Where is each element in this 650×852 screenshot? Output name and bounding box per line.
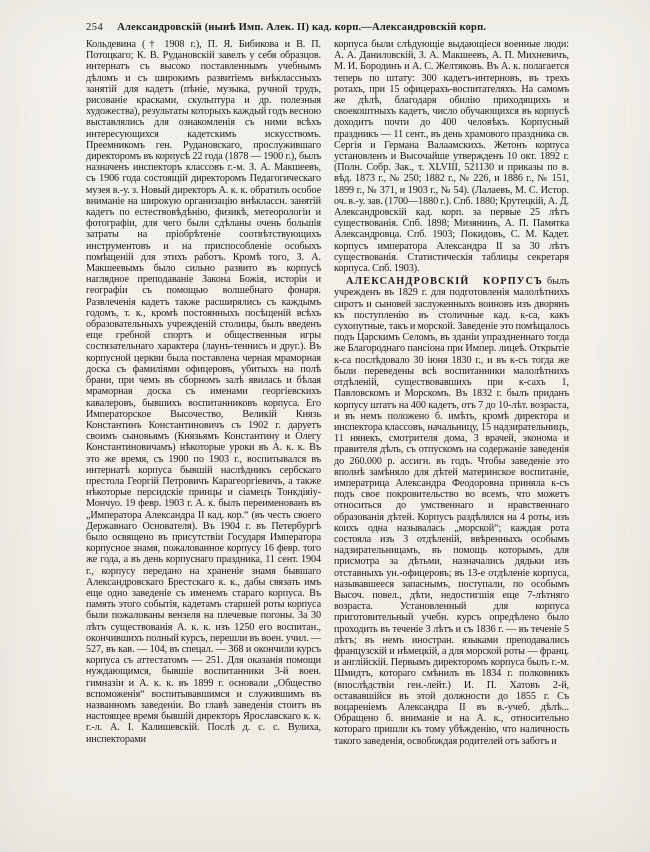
article-title: АЛЕКСАНДРОВСКІЙ КОРПУСЪ bbox=[346, 276, 544, 288]
left-column-text: Кольдевина († 1908 г.), П. Я. Бибикова и В. П. Потоцкаго; К. В. Рудановскій завелъ у себя образцов. интернатъ съ высоко поставленнымъ учебнымъ дѣломъ и съ широкимъ развитіемъ внѣклассныхъ занятій для кадетъ (пѣніе, музыка, ручной трудъ, рисованіе красками, скульптура и др. полезныя художества), результаты которыхъ каждый годъ весною выставлялись для ознакомленія съ ними всѣхъ интересующихся кадетскимъ искусствомъ. Преемникомъ ген. Рудановскаго, прослужившаго директоромъ въ корпусѣ 22 года (1878 — 1900 г.), былъ назначенъ инспекторъ классовъ г.-м. З. А. Макшеевъ, съ 1906 года состоящій директоромъ Педагогическаго музея в.-у. з. Новый директоръ А. к. к. обратилъ особое вниманіе на широкую организацію внѣклассн. занятій кадетъ по естествовѣдѣнію, физикѣ, метеорологіи и фотографіи, для чего были сдѣланы очень большія затраты на пріобрѣтеніе соотвѣтствующихъ инструментовъ и на приспособленіе особыхъ помѣщеній для этихъ работъ. Кромѣ того, З. А. Макшеевымъ было сильно развито въ корпусѣ наглядное преподаваніе Закона Божія, исторіи и географіи съ помощью волшебнаго фонаря. Развлеченія кадетъ также расширялись съ каждымъ годомъ, т. к., кромѣ постоянныхъ посѣщеній всѣхъ образовательныхъ учрежденій столицы, былъ введенъ еще гребной спортъ и общественныя игры состязательнаго характера (лаунъ-теннисъ и друг.). Въ корпусной церкви была поставлена черная мраморная доска съ фамиліями офицеровъ, убитыхъ на полѣ брани, при чемъ въ сборномъ залѣ явилась и бѣлая мраморная доска съ именами георгіевскихъ кавалеровъ, бывшихъ воспитанниковъ корпуса. Его Императорское Высочество, Великій Князь Константинъ Константиновичъ съ 1902 г. даруетъ своимъ сыновьямъ (Князьямъ Константину и Олегу Константиновичамъ) нѣкоторые уроки въ А. к. к. Въ это же время, съ 1900 по 1903 г., воспитывался въ интернатѣ корпуса бывшій наслѣдникъ сербскаго престола Георгій Петровичъ Карагеоргіевичъ, а также нѣкоторые персидскіе принцы и сіамецъ Тонкдіяіу-Мончуо. 19 февр. 1903 г. А. к. былъ переименованъ въ „Императора Александра II кад. кор.“ (въ честь своего Державнаго Основателя). Въ 1904 г. въ Петербургѣ было освящено въ присутствіи Государя Императора корпусное знамя, пожалованное корпусу 16 февр. того же года, а въ день корпуснаго праздника, 11 сент. 1904 г., корпусу передано на храненіе знамя бывшаго Александровскаго Брестскаго к. к., дабы связать имъ еще одно заведеніе съ именемъ стараго корпуса. Въ память этого событія, кадетамъ старшей роты корпуса были пожалованы вензеля на плечевые погоны. За 30 лѣтъ существованія А. к. к. изъ 1250 его воспитан., окончившихъ полный курсъ, перешли въ воен. учил. — 527, въ кав. — 104, въ спецал. — 368 и окончили курсъ корпуса съ аттестатомъ — 251. Для оказанія помощи нуждающимся, бывшіе воспитанники 3-й воен. гимназіи и А. к. к. въ 1899 г. основали „Общество вспоможенія“ воспитывавшимся и служившимъ въ названномъ заведеніи. Во главѣ заведенія стоитъ въ настоящее время бывшій директоръ Ярославскаго к. к. г.-л. А. І. Калишевскій. Послѣ д. с. с. Вулиха, инспекторами bbox=[86, 39, 321, 745]
left-column bbox=[86, 39, 321, 825]
text-columns bbox=[86, 39, 570, 825]
article-paragraph bbox=[334, 276, 569, 747]
right-column-continuation-text: корпуса были слѣдующіе выдающіеся военные люди: А. А. Даниловскій, З. А. Макшеевъ, А. П. Михневичъ, М. И. Бородинъ и А. С. Желтяковъ. Въ А. к. полагается теперь по штату: 300 кадетъ-интерновъ, въ трехъ ротахъ, при 15 офицерахъ-воспитателяхъ. На самомъ же дѣлѣ, благодаря обилію приходящихъ и своекоштныхъ кадетъ, число обучающихся въ корпусѣ доходитъ почти до 400 человѣкъ. Корпусный праздникъ — 11 сент., въ день храмового праздника св. Сергія и Германа Валаамскихъ. Жетонъ корпуса установленъ и Высочайше утвержденъ 10 окт. 1892 г. (Полн. Собр. Зак., т. XLVIII, 521130 и приказы по в. вѣд. 1873 г., № 250; 1882 г., № 226, и 1886 г., № 151, 1899 г., № 371, и 1903 г., № 54). (Лалаевъ, М. С. Истор. оч. в.-у. зав. (1700—1880 г.). Спб. 1880; Крутецкій, А. Д. Александровскій кад. корп. за первые 25 лѣтъ существованія. Спб. 1898; Мизянинъ, А. П. Памятка Александровца. Спб. 1903; Покидовъ, С. М. Кадет. корпусъ императора Александра II за 30 лѣтъ существованія. Статистическія таблицы секретаря корпуса. Спб. 1903). bbox=[334, 39, 569, 275]
page-number: 254 bbox=[86, 22, 104, 33]
running-header: Александровскій (нынѣ Имп. Алек. II) кад. корп.—Александровскій корп. bbox=[117, 22, 487, 33]
right-column bbox=[334, 39, 569, 825]
page-header bbox=[86, 22, 570, 33]
article-body-text: былъ учрежденъ въ 1829 г. для подготовленія малолѣтнихъ сиротъ и сыновей заслуженныхъ воиновъ изъ дворянъ къ поступленію въ столичные кад. к-са, какъ сухопутные, такъ и морской. Заведеніе это помѣщалось подъ Царскимъ Селомъ, въ зданіи упраздненнаго тогда же Благороднаго пансіона при Импер. лицеѣ. Открытіе к-са послѣдовало 30 іюня 1830 г., и въ к-съ тогда же были переведены всѣ воспитанники малолѣтнихъ отдѣленій, существовавшихъ при к-сахъ 1, Павловскомъ и Морскомъ. Въ 1832 г. былъ приданъ корпусу штатъ на 400 кадетъ, отъ 7 до 10-лѣт. возраста, и въ немъ положено б. имѣть, кромѣ директора и инспектора классовъ, начальницу, 15 надзирательницъ, 11 нянекъ, смотрителя дома, 3 врачей, эконома и правителя дѣлъ, съ отпускомъ на содержаніе заведенія до 260.000 р. ассигн. въ годъ. Чтобы заведеніе это вполнѣ замѣняло для дѣтей материнское воспитаніе, императрица Александра Феодоровна приняла к-съ подъ свое покровительство во всемъ, что можетъ относиться до умственнаго и нравственнаго образованія дѣтей. Корпусъ раздѣлялся на 4 роты, изъ коихъ одна называлась „морской“; каждая рота состояла изъ 3 отдѣленій, ввѣренныхъ особымъ надзирательницамъ, въ помощь которымъ, для присмотра за дѣтьми, назначались дядьки изъ отставныхъ ун.-офицеровъ; въ 13-е отдѣленіе корпуса, называвшееся запаснымъ, поступали, по особымъ Высоч. повел., дѣти, недостигшія еще 7-лѣтняго возраста. Установленный для корпуса приготовительный учебн. курсъ опредѣлено было проходить въ теченіе 3 лѣтъ и съ 1836 г. — въ теченіе 5 лѣтъ; въ немъ иностран. языками преподавались французскій и нѣмецкій, а для морской роты — франц. и англійскій. Первымъ директоромъ корпуса былъ г.-м. Шмидтъ, котораго смѣнилъ въ 1834 г. полковникъ (впослѣдствіи ген.-лейт.) И. П. Хатовъ 2-й, остававшійся въ этой должности до 1855 г. Съ воцареніемъ Александра II въ в.-учеб. дѣлѣ... Обращено б. вниманіе и на А. к., относительно котораго пришли къ тому убѣжденію, что наличность такого заведенія, освобождая родителей отъ заботъ и bbox=[334, 276, 569, 747]
